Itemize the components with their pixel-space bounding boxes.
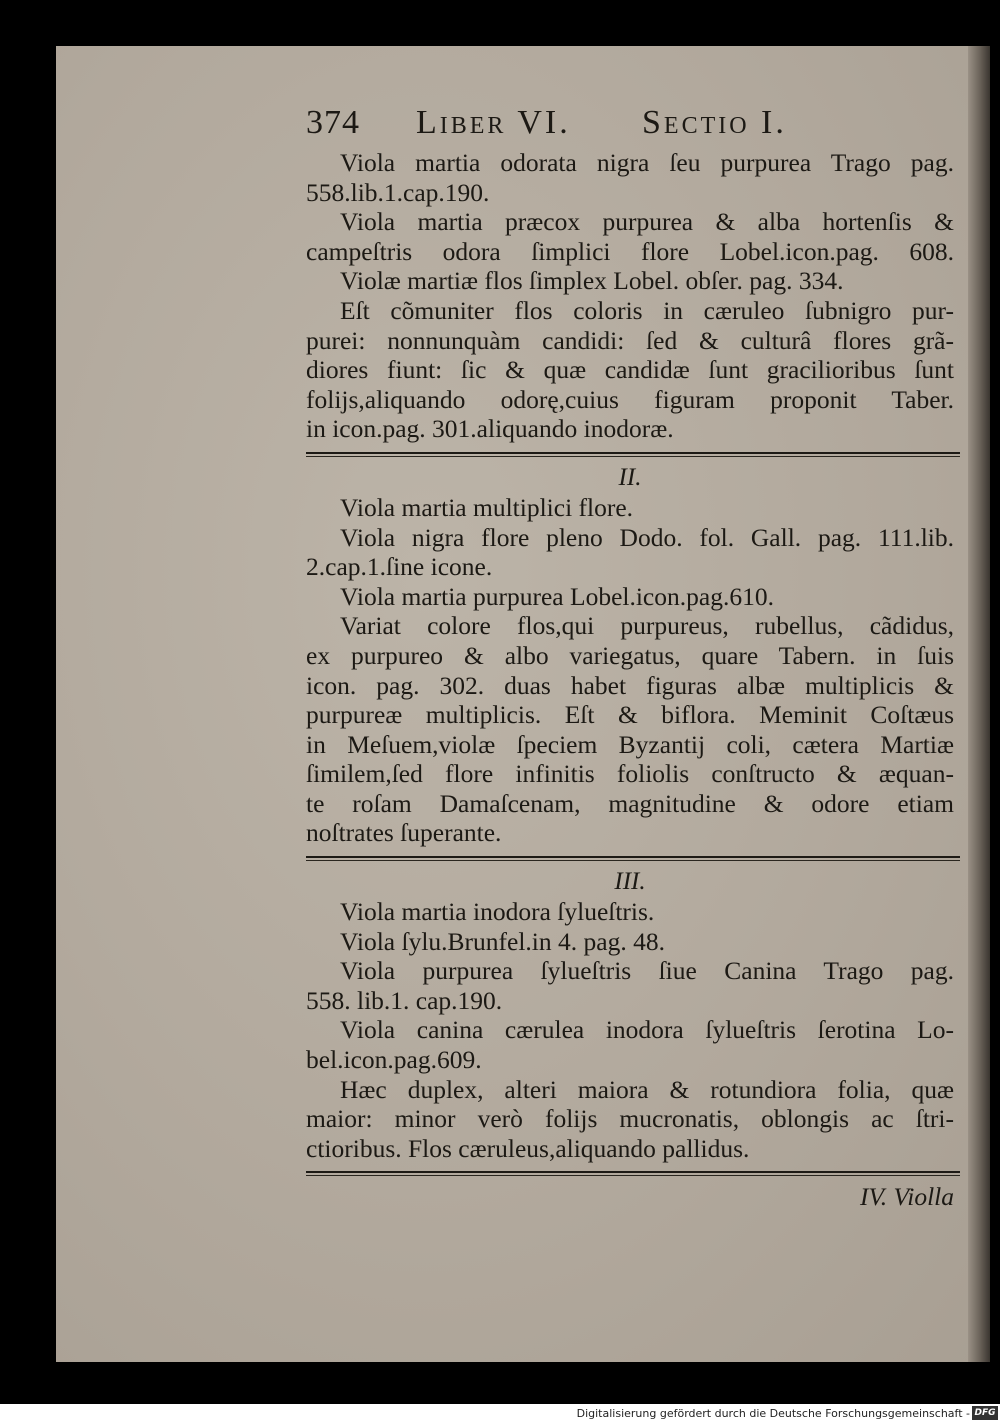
section-divider [306,452,960,457]
section-divider [306,1171,960,1176]
text-line: ſimilem,ſed flore infinitis foliolis conſtructo & æquan- [306,759,954,789]
text-line: bel.icon.pag.609. [306,1045,482,1075]
text-line: Viola ſylu.Brunfel.in 4. pag. 48. [340,926,665,956]
text-line: Viola nigra flore pleno Dodo. fol. Gall. pag. 111.lib. [340,522,954,552]
page-number: 374 [306,104,360,141]
text-line: ctioribus. Flos cæruleus,aliquando pallidus. [306,1133,750,1163]
section-title: Sectio I. [642,104,787,141]
text-line: te roſam Damaſcenam, magnitudine & odore etiam [306,788,954,818]
text-line: Viola martia inodora ſylueſtris. [340,897,655,927]
running-head [306,104,954,148]
text-line: Violæ martiæ flos ſimplex Lobel. obſer. pag. 334. [340,266,844,296]
text-line: Hæc duplex, alteri maiora & rotundiora folia, quæ [340,1074,954,1104]
text-line: Viola canina cærulea inodora ſylueſtris ſerotina Lo- [340,1015,954,1045]
text-line: purei: nonnunquàm candidi: ſed & culturâ flores grã- [306,325,954,355]
text-line: noſtrates ſuperante. [306,818,502,848]
funding-notice: Digitalisierung gefördert durch die Deutsche Forschungsgemeinschaft - [576,1407,970,1420]
dfg-logo: DFG [972,1406,998,1420]
text-line: in Meſuem,violæ ſpeciem Byzantij coli, cætera Martiæ [306,729,954,759]
text-line: ex purpureo & albo variegatus, quare Tabern. in ſuis [306,640,954,670]
text-line: Viola purpurea ſylueſtris ſiue Canina Trago pag. [340,956,954,986]
text-line: Viola martia præcox purpurea & alba hortenſis & [340,207,954,237]
text-line: 558. lib.1. cap.190. [306,985,503,1015]
text-line: icon. pag. 302. duas habet figuras albæ multiplicis & [306,670,954,700]
text-line: campeſtris odora ſimplici flore Lobel.icon.pag. 608. [306,236,954,266]
text-line: 2.cap.1.ſine icone. [306,552,493,582]
text-line: in icon.pag. 301.aliquando inodoræ. [306,414,674,444]
section-number: III. [614,868,646,896]
text-line: 558.lib.1.cap.190. [306,177,490,207]
text-line: Viola martia odorata nigra ſeu purpurea Trago pag. [340,148,954,177]
book-title: Liber VI. [416,104,571,141]
text-line: Variat colore flos,qui purpureus, rubellus, cãdidus, [340,611,954,641]
section-number: II. [618,463,642,491]
text-line: Eſt cõmuniter flos coloris in cæruleo ſubnigro pur- [340,295,954,325]
text-line: purpureæ multiplicis. Eſt & biflora. Meminit Coſtæus [306,700,954,730]
text-line: maior: minor verò folijs mucronatis, oblongis ac ſtri- [306,1104,954,1134]
footer-bar [0,1404,1000,1423]
section-divider [306,856,960,861]
text-block [306,104,954,1212]
section-1 [306,148,954,444]
section-3 [306,897,954,1163]
text-line: diores fiunt: ſic & quæ candidæ ſunt gracilioribus ſunt [306,355,954,385]
text-line: Viola martia multiplici flore. [340,492,634,522]
catchword: IV. Violla [860,1182,954,1212]
text-line: Viola martia purpurea Lobel.icon.pag.610. [340,581,774,611]
page-edge [968,46,990,1362]
text-line: folijs,aliquando odorę,cuius figuram proponit Taber. [306,384,954,414]
section-2 [306,493,954,848]
